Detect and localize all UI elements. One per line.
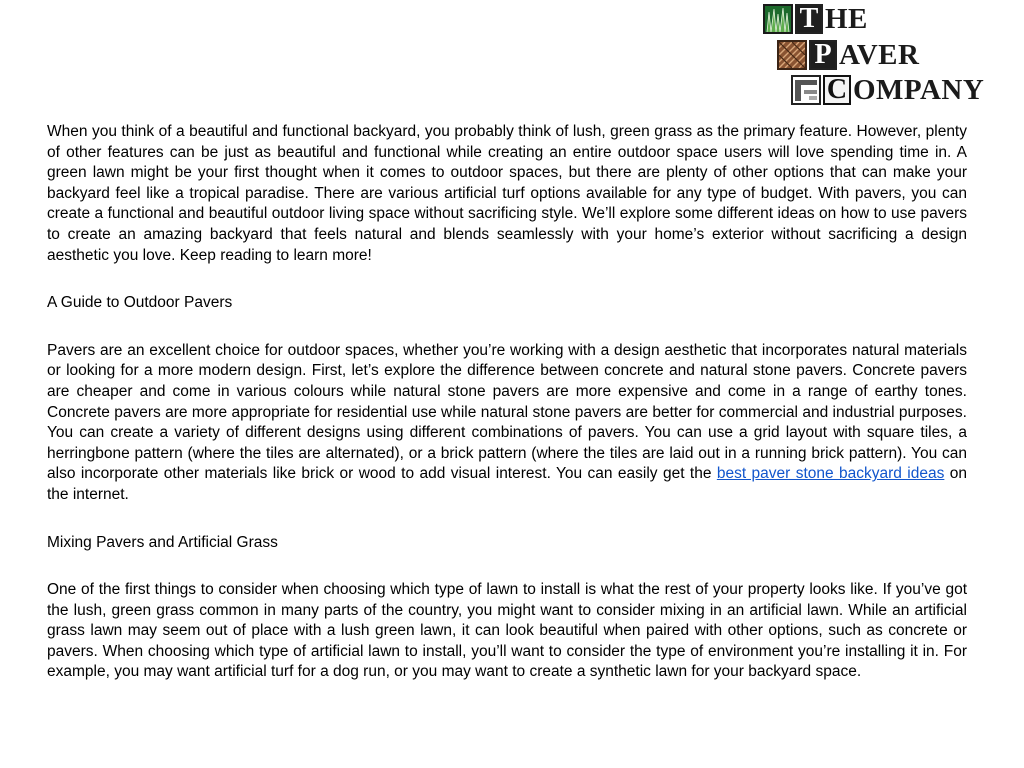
logo-initial-p: P bbox=[809, 40, 837, 70]
section-heading-mixing: Mixing Pavers and Artificial Grass bbox=[47, 533, 278, 551]
artificial-grass-paragraph: One of the first things to consider when choosing which type of lawn to install is what the rest of your property looks like. If you’ve got the lush, green grass common in many parts of the country, you might want to consider mixing in an artificial lawn. While an artificial grass lawn may seem out of place with a lush green lawn, it can look beautiful when paired with other options, such as concrete or pavers. When choosing which type of artificial lawn to install, you’ll want to consider the type of environment you’re installing it in. For example, you may want artificial turf for a dog run, or you may want to create a synthetic lawn for your backyard space. bbox=[47, 581, 967, 681]
logo-line-company bbox=[791, 75, 984, 105]
pavers-paragraph-text: Pavers are an excellent choice for outdoor spaces, whether you’re working with a design aesthetic that incorporates natural materials or looking for a more modern design. First, let’s explore the difference between concrete and natural stone pavers. Concrete pavers are cheaper and come in various colours while natural stone pavers are more expensive and come in a range of earthy tones. Concrete pavers are more appropriate for residential use while natural stone pavers are better for commercial and industrial purposes. You can create a variety of different designs using different combinations of pavers. You can use a grid layout with square tiles, a herringbone pattern (where the tiles are alternated), or a brick pattern (where the tiles are laid out in a running brick pattern). You can also incorporate other materials like brick or wood to add visual interest. You can easily get the bbox=[47, 341, 967, 483]
logo-line-the bbox=[763, 4, 868, 34]
brick-pattern-icon bbox=[777, 40, 807, 70]
logo-word-aver: AVER bbox=[839, 39, 920, 71]
logo-word-he: HE bbox=[825, 3, 868, 35]
paver-ideas-link[interactable]: best paver stone backyard ideas bbox=[716, 465, 945, 483]
company-logo bbox=[760, 2, 1000, 108]
pavers-paragraph-tail: on the internet. bbox=[47, 465, 967, 503]
logo-initial-t: T bbox=[795, 4, 823, 34]
section-heading-outdoor-pavers: A Guide to Outdoor Pavers bbox=[47, 294, 233, 312]
steps-icon bbox=[791, 75, 821, 105]
pavers-paragraph bbox=[47, 341, 967, 506]
logo-line-paver bbox=[777, 40, 919, 70]
article-body bbox=[47, 122, 967, 683]
logo-initial-c: C bbox=[823, 75, 851, 105]
logo-word-ompany: OMPANY bbox=[853, 74, 985, 106]
intro-paragraph: When you think of a beautiful and functional backyard, you probably think of lush, green grass as the primary feature. However, plenty of other features can be just as beautiful and functional while creating an entire outdoor space users will love spending time in. A green lawn might be your first thought when it comes to outdoor spaces, but there are plenty of other options that can make your backyard feel like a tropical paradise. There are various artificial turf options available for any type of budget. With pavers, you can create a functional and beautiful outdoor living space without sacrificing style. We’ll explore some different ideas on how to use pavers to create an amazing backyard that feels natural and blends seamlessly with your home’s exterior without sacrificing a design aesthetic you love. Keep reading to learn more! bbox=[47, 123, 967, 264]
grass-icon bbox=[763, 4, 793, 34]
